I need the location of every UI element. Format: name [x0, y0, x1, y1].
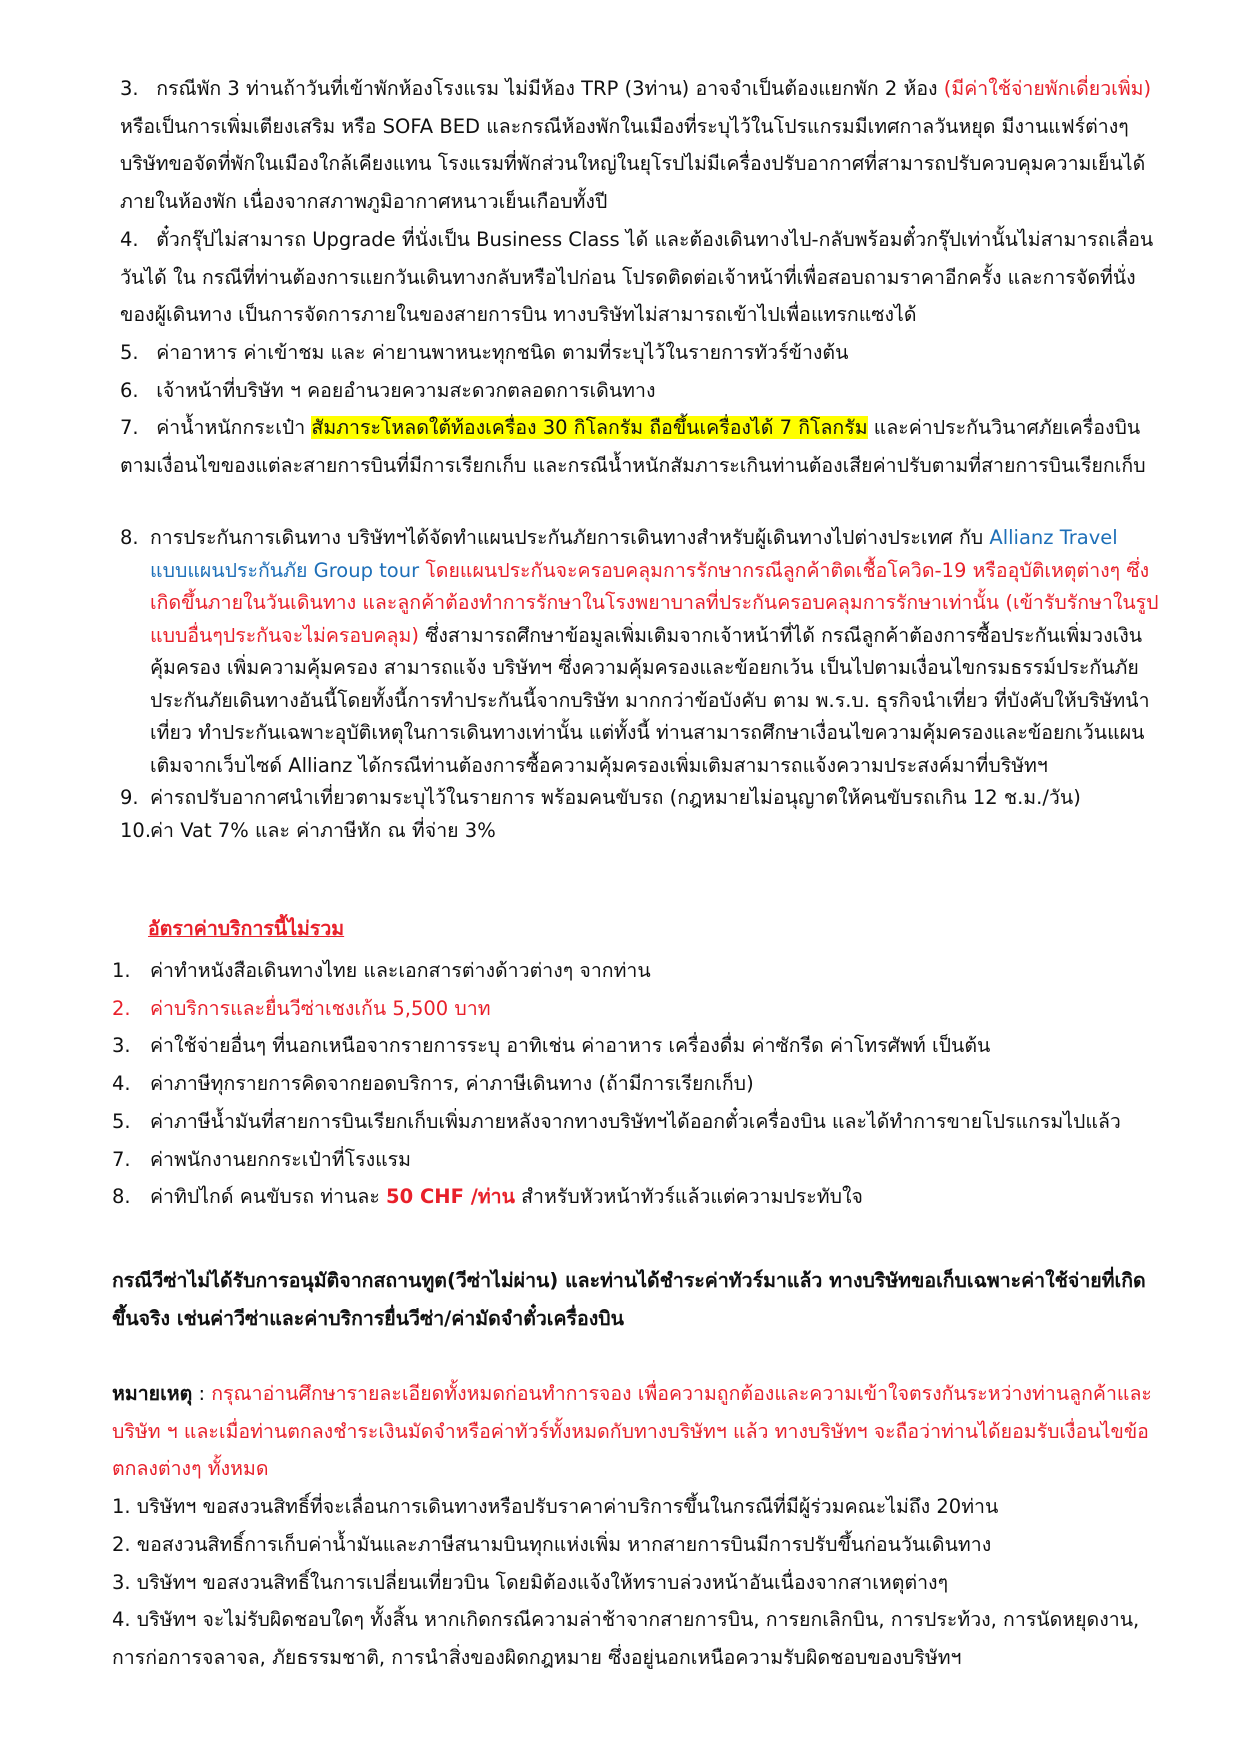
- item-rest: ซึ่งสามารถศึกษาข้อมูลเพิ่มเติมจากเจ้าหน้าที่ได้ กรณีลูกค้าต้องการซื้อประกันเพิ่มวงเงินคุ้มครอง เพิ่มความคุ้มครอง สามารถแจ้ง บริษัทฯ ซึ่งความคุ้มครองและข้อยกเว้น เป็นไปตามเงื่อนไขกรมธรรม์ประกันภัย ประกันภัยเดินทางอันนี้โดยทั้งนี้การทำประกันนี้จากบริษัท มากกว่าข้อบังคับ ตาม พ.ร.บ. ธุรกิจนำเที่ยว ที่บังคับให้บริษัทนำเที่ยว ทำประกันเฉพาะอุบัติเหตุในการเดินทางเท่านั้น แต่ทั้งนี้ ท่านสามารถศึกษาเงื่อนไขความคุ้มครองและข้อยกเว้นแผนเติมจากเว็บไซด์ Allianz ได้กรณีท่านต้องการซื้อความคุ้มครองเพิ่มเติมสามารถแจ้งความประสงค์มาที่บริษัทฯ: [150, 623, 1150, 777]
- item-number: 6.: [120, 378, 139, 402]
- remark-intro: [112, 1375, 1172, 1488]
- item-lead: ค่าน้ำหนักกระเป๋า: [156, 416, 306, 440]
- remark-item: 1. บริษัทฯ ขอสงวนสิทธิ์ที่จะเลื่อนการเดินทางหรือปรับราคาค่าบริการขึ้นในกรณีที่มีผู้ร่วมคณะไม่ถึง 20ท่าน: [112, 1495, 999, 1519]
- remark-text: กรุณาอ่านศึกษารายละเอียดทั้งหมดก่อนทำการจอง เพื่อความถูกต้องและความเข้าใจตรงกันระหว่างท่านลูกค้าและบริษัท ฯ และเมื่อท่านตกลงชำระเงินมัดจำหรือค่าทัวร์ทั้งหมดกับทางบริษัทฯ แล้ว ทางบริษัทฯ จะถือว่าท่านได้ยอมรับเงื่อนไขข้อตกลงต่างๆ ทั้งหมด: [112, 1382, 1152, 1481]
- remark-item: 4. บริษัทฯ จะไม่รับผิดชอบใดๆ ทั้งสิ้น หากเกิดกรณีความล่าช้าจากสายการบิน, การยกเลิกบิน, การประท้วง, การนัดหยุดงาน, การก่อการจลาจล, ภัยธรรมชาติ, การนำสิ่งของผิดกฎหมาย ซึ่งอยู่นอกเหนือความรับผิดชอบของบริษัทฯ: [112, 1608, 1140, 1669]
- item-text: ค่าใช้จ่ายอื่นๆ ที่นอกเหนือจากรายการระบุ อาทิเช่น ค่าอาหาร เครื่องดื่ม ค่าซักรีด ค่าโทรศัพท์ เป็นต้น: [150, 1034, 991, 1058]
- item-number: 5.: [120, 340, 139, 364]
- item-number: 3.: [120, 77, 139, 100]
- included-list-bottom: [120, 522, 1170, 847]
- item-text: ค่าอาหาร ค่าเข้าชม และ ค่ายานพาหนะทุกชนิด ตามที่ระบุไว้ในรายการทัวร์ข้างต้น: [156, 340, 849, 364]
- item-text: ตั๋วกรุ๊ปไม่สามารถ Upgrade ที่นั่งเป็น Business Class ได้ และต้องเดินทางไป-กลับพร้อมตั๋วกรุ๊ปเท่านั้นไม่สามารถเลื่อนวันได้ ใน กรณีที่ท่านต้องการแยกวันเดินทางกลับหรือไปก่อน โปรดติดต่อเจ้าหน้าที่เพื่อสอบถามราคาอีกครั้ง และการจัดที่นั่งของผู้เดินทาง เป็นการจัดการภายในของสายการบิน ทางบริษัทไม่สามารถเข้าไปเพื่อแทรกแซงได้: [120, 227, 1154, 327]
- item-number: 4.: [112, 1072, 131, 1096]
- included-item-6: [120, 372, 1170, 410]
- remark-section: [112, 1375, 1172, 1677]
- remark-item: 3. บริษัทฯ ขอสงวนสิทธิ์ในการเปลี่ยนเที่ยวบิน โดยมิต้องแจ้งให้ทราบล่วงหน้าอันเนื่องจากสาเหตุต่างๆ: [112, 1570, 949, 1594]
- item-text: ค่าภาษีน้ำมันที่สายการบินเรียกเก็บเพิ่มภายหลังจากทางบริษัทฯได้ออกตั๋วเครื่องบิน และได้ทำการขายโปรแกรมไปแล้ว: [150, 1109, 1121, 1133]
- item-number: 9.: [120, 786, 139, 809]
- included-item-8: [120, 522, 1170, 782]
- item-number: 5.: [112, 1109, 131, 1133]
- item-number: 4.: [120, 227, 139, 251]
- excluded-heading-wrap: [148, 910, 1198, 948]
- remark-label: หมายเหตุ: [112, 1382, 193, 1405]
- insurer-name: Allianz Travel แบบแผนประกันภัย Group tour: [150, 526, 1118, 582]
- excluded-item: [112, 1141, 1172, 1179]
- item-text: เจ้าหน้าที่บริษัท ฯ คอยอำนวยความสะดวกตลอดการเดินทาง: [156, 378, 656, 402]
- remark-item: 2. ขอสงวนสิทธิ์การเก็บค่าน้ำมันและภาษีสนามบินทุกแห่งเพิ่ม หากสายการบินมีการปรับขึ้นก่อนวันเดินทาง: [112, 1532, 992, 1556]
- item-text: ค่าภาษีทุกรายการคิดจากยอดบริการ, ค่าภาษีเดินทาง (ถ้ามีการเรียกเก็บ): [150, 1072, 754, 1096]
- item-number: 7.: [112, 1147, 131, 1171]
- item-text: ค่ารถปรับอากาศนำเที่ยวตามระบุไว้ในรายการ พร้อมคนขับรถ (กฎหมายไม่อนุญาตให้คนขับรถเกิน 12 ช.ม./วัน): [150, 786, 1081, 809]
- excluded-item: [112, 1065, 1172, 1103]
- item-text: กรณีพัก 3 ท่านถ้าวันที่เข้าพักห้องโรงแรม ไม่มีห้อง TRP (3ท่าน) อาจจำเป็นต้องแยกพัก 2 ห้อง: [156, 77, 938, 100]
- item-text: ค่าบริการและยื่นวีซ่าเชงเก้น 5,500 บาท: [150, 996, 491, 1020]
- excluded-item: [112, 1103, 1172, 1141]
- excluded-item-tip: [112, 1178, 1172, 1216]
- item-number: 3.: [112, 1034, 131, 1058]
- coverage-note: โดยแผนประกันจะครอบคลุมการรักษากรณีลูกค้าติดเชื้อโควิด-19 หรืออุบัติเหตุต่างๆ ซึ่งเกิดขึ้นภายในวันเดินทาง และลูกค้าต้องทำการรักษาในโรงพยาบาลที่ประกันครอบคลุมการรักษาเท่านั้น (เข้ารับรักษาในรูปแบบอื่นๆประกันจะไม่ครอบคลุม): [150, 558, 1159, 647]
- included-item-5: [120, 334, 1170, 372]
- included-item-9: [120, 782, 1170, 815]
- item-number: 1.: [112, 959, 131, 982]
- excluded-list: [112, 952, 1172, 1216]
- included-item-3: [120, 70, 1170, 221]
- included-item-4: [120, 221, 1170, 334]
- item-text-continued: หรือเป็นการเพิ่มเตียงเสริม หรือ SOFA BED และกรณีห้องพักในเมืองที่ระบุไว้ในโปรแกรมมีเทศกาลวันหยุด มีงานแฟร์ต่างๆ บริษัทขอจัดที่พักในเมืองใกล้เคียงแทน โรงแรมที่พักส่วนใหญ่ในยุโรปไม่มีเครื่องปรับอากาศที่สามารถปรับควบคุมความเย็นได้ภายในห้องพัก เนื่องจากสภาพภูมิอากาศหนาวเย็นเกือบทั้งปี: [120, 114, 1146, 214]
- included-item-10: [120, 815, 1170, 848]
- excluded-item: [112, 1027, 1172, 1065]
- visa-note-wrap: [112, 1262, 1172, 1337]
- item-red-note: (มีค่าใช้จ่ายพักเดี่ยวเพิ่ม): [943, 77, 1152, 100]
- item-number: 8.: [120, 526, 139, 549]
- visa-note: กรณีวีซ่าไม่ได้รับการอนุมัติจากสถานทูต(วีซ่าไม่ผ่าน) และท่านได้ชำระค่าทัวร์มาแล้ว ทางบริษัทขอเก็บเฉพาะค่าใช้จ่ายที่เกิดขึ้นจริง เช่นค่าวีซ่าและค่าบริการยื่นวีซ่า/ค่ามัดจำตั๋วเครื่องบิน: [112, 1269, 1146, 1330]
- item-number: 8.: [112, 1185, 131, 1209]
- item-number: 7.: [120, 416, 139, 440]
- item-text: ค่า Vat 7% และ ค่าภาษีหัก ณ ที่จ่าย 3%: [150, 818, 496, 842]
- item-lead: การประกันการเดินทาง บริษัทฯได้จัดทำแผนประกันภัยการเดินทางสำหรับผู้เดินทางไปต่างประเทศ กับ: [150, 526, 984, 549]
- included-item-7: [120, 409, 1170, 484]
- excluded-heading: อัตราค่าบริการนี้ไม่รวม: [148, 917, 345, 940]
- baggage-allowance-highlight: สัมภาระโหลดใต้ท้องเครื่อง 30 กิโลกรัม ถือขึ้นเครื่องได้ 7 กิโลกรัม: [311, 416, 868, 440]
- excluded-item-visa: [112, 990, 1172, 1028]
- item-number: 10.: [120, 818, 152, 842]
- item-rest: และค่าประกันวินาศภัยเครื่องบินตามเงื่อนไขของแต่ละสายการบินที่มีการเรียกเก็บ และกรณีน้ำหนักสัมภาระเกินท่านต้องเสียค่าปรับตามที่สายการบินเรียกเก็บ: [120, 416, 1146, 478]
- tip-amount: 50 CHF /ท่าน: [386, 1185, 515, 1209]
- excluded-item: [112, 952, 1172, 990]
- item-number: 2.: [112, 996, 131, 1020]
- remark-colon: :: [192, 1382, 212, 1405]
- included-list-top: [120, 70, 1170, 485]
- item-text: ค่าทำหนังสือเดินทางไทย และเอกสารต่างด้าวต่างๆ จากท่าน: [150, 959, 651, 982]
- item-text: ค่าพนักงานยกกระเป๋าที่โรงแรม: [150, 1147, 411, 1171]
- item-lead: ค่าทิปไกด์ คนขับรถ ท่านละ: [150, 1185, 380, 1209]
- item-rest: สำหรับหัวหน้าทัวร์แล้วแต่ความประทับใจ: [521, 1185, 863, 1209]
